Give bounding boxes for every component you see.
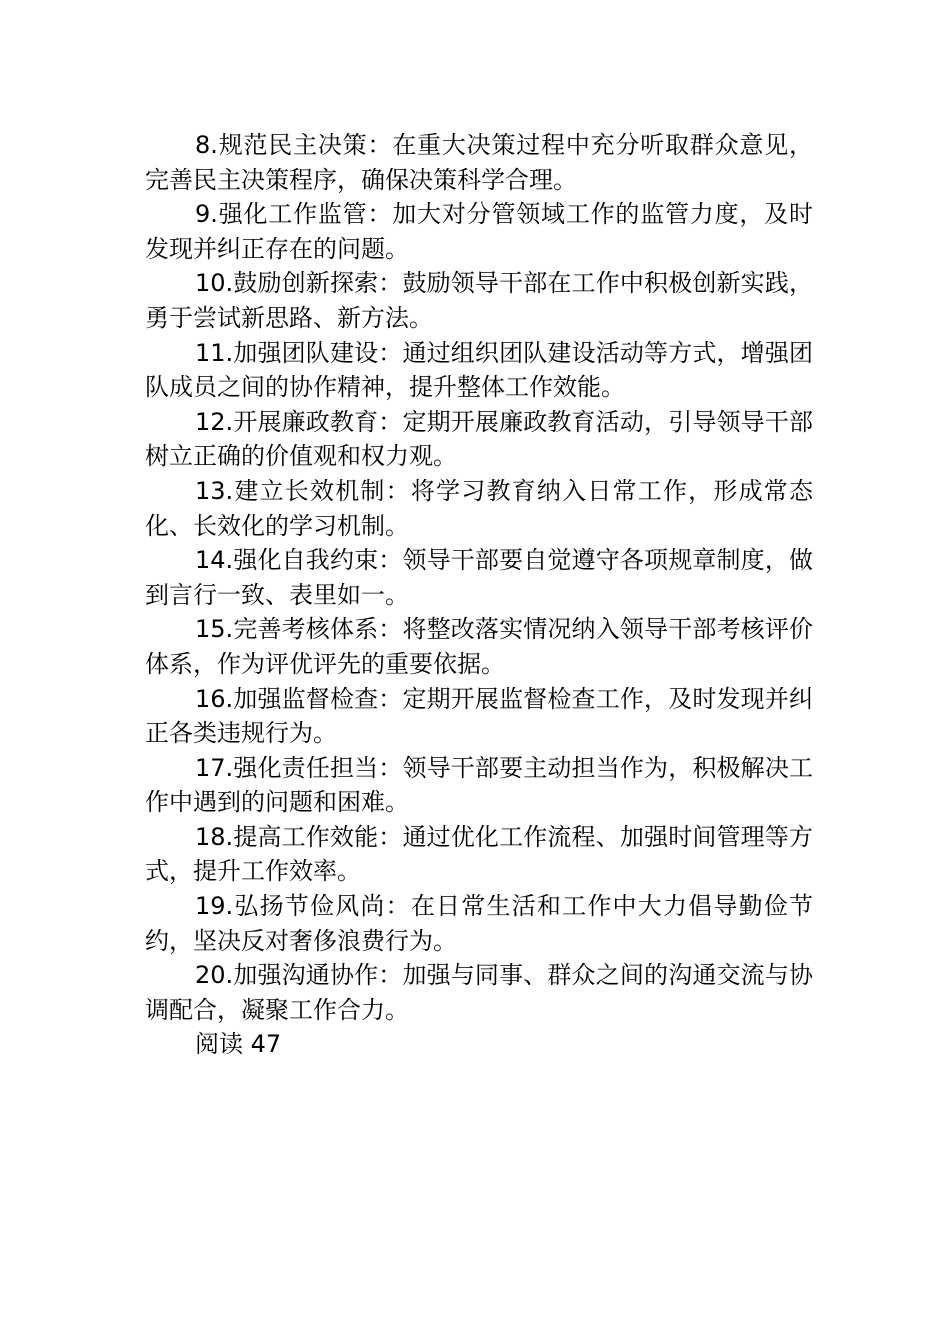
paragraph-item-14: 14.强化自我约束：领导干部要自觉遵守各项规章制度，做到言行一致、表里如一。 xyxy=(145,546,813,609)
read-count: 阅读 47 xyxy=(195,1030,282,1059)
paragraph-item-13: 13.建立长效机制：将学习教育纳入日常工作，形成常态化、长效化的学习机制。 xyxy=(145,476,813,540)
paragraph-item-11: 11.加强团队建设：通过组织团队建设活动等方式，增强团队成员之间的协作精神，提升整体工作效能。 xyxy=(145,338,813,402)
paragraph-item-8: 8.规范民主决策：在重大决策过程中充分听取群众意见，完善民主决策程序，确保决策科学合理。 xyxy=(145,131,813,194)
document-body xyxy=(145,128,813,1062)
paragraph-item-10: 10.鼓励创新探索：鼓励领导干部在工作中积极创新实践，勇于尝试新思路、新方法。 xyxy=(145,269,813,332)
paragraph-item-16: 16.加强监督检查：定期开展监督检查工作，及时发现并纠正各类违规行为。 xyxy=(145,684,813,748)
paragraph-item-15: 15.完善考核体系：将整改落实情况纳入领导干部考核评价体系，作为评优评先的重要依据。 xyxy=(145,615,813,678)
paragraph-item-17: 17.强化责任担当：领导干部要主动担当作为，积极解决工作中遇到的问题和困难。 xyxy=(145,753,813,817)
paragraph-item-12: 12.开展廉政教育：定期开展廉政教育活动，引导领导干部树立正确的价值观和权力观。 xyxy=(145,407,813,471)
paragraph-item-20: 20.加强沟通协作：加强与同事、群众之间的沟通交流与协调配合，凝聚工作合力。 xyxy=(145,961,813,1024)
paragraph-item-19: 19.弘扬节俭风尚：在日常生活和工作中大力倡导勤俭节约，坚决反对奢侈浪费行为。 xyxy=(145,892,813,955)
paragraph-item-18: 18.提高工作效能：通过优化工作流程、加强时间管理等方式，提升工作效率。 xyxy=(145,822,813,886)
paragraph-item-9: 9.强化工作监管：加大对分管领域工作的监管力度，及时发现并纠正存在的问题。 xyxy=(145,200,813,263)
